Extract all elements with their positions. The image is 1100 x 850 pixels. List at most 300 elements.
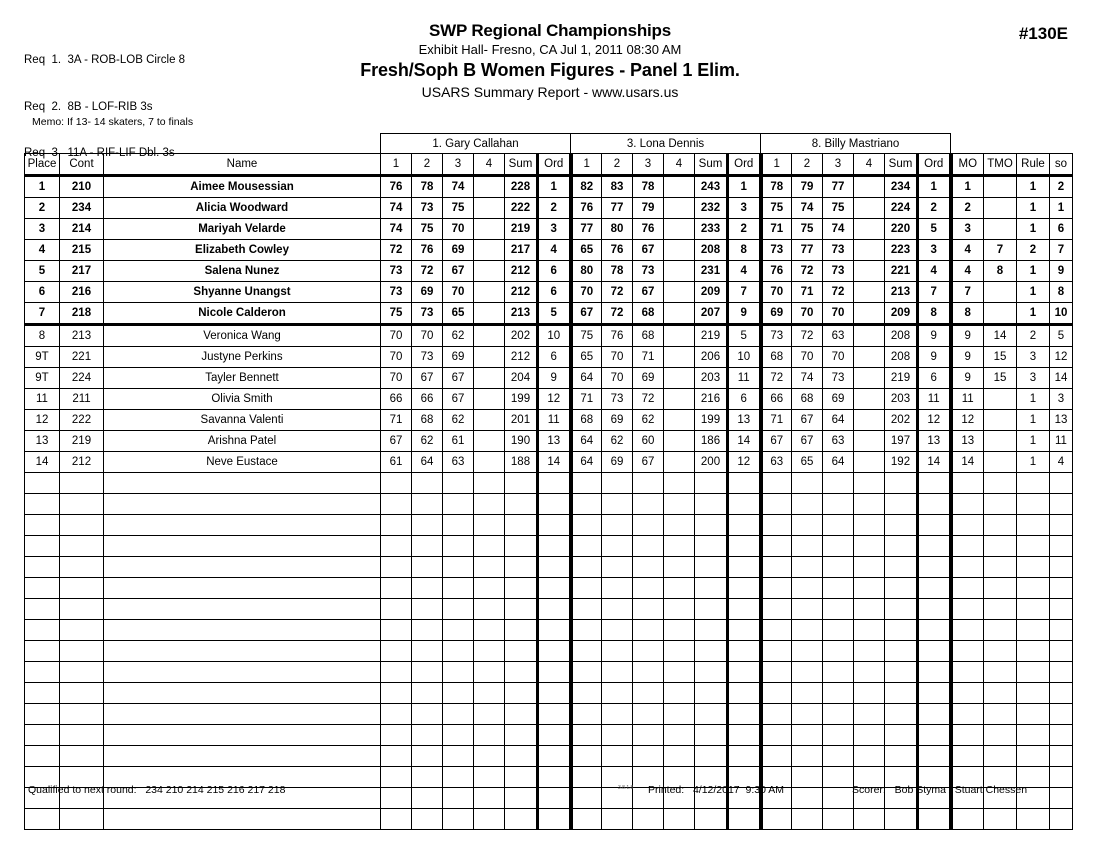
cell-rule [1017, 809, 1050, 830]
cell-mo: 1 [951, 176, 984, 198]
cell-j3-score-1: 73 [761, 240, 792, 261]
cell-j3-score-1: 66 [761, 389, 792, 410]
cell-j3-score-2 [792, 641, 823, 662]
cell-j1-sum [505, 620, 538, 641]
column-header-j3-score-3: 3 [823, 154, 854, 176]
cell-cont [60, 599, 104, 620]
cell-cont [60, 578, 104, 599]
cell-j3-score-2 [792, 662, 823, 683]
table-row[interactable] [25, 389, 1073, 410]
cell-mo: 12 [951, 410, 984, 431]
table-row-empty[interactable] [25, 704, 1073, 725]
table-row[interactable] [25, 176, 1073, 198]
cell-j2-score-4 [664, 452, 695, 473]
cell-j2-score-3: 78 [633, 176, 664, 198]
cell-j1-score-3 [443, 704, 474, 725]
cell-tmo [984, 683, 1017, 704]
cell-j2-score-3 [633, 683, 664, 704]
cell-j2-score-2: 69 [602, 410, 633, 431]
cell-j1-score-4 [474, 494, 505, 515]
cell-j2-score-2: 83 [602, 176, 633, 198]
cell-tmo [984, 219, 1017, 240]
cell-j1-score-2 [412, 620, 443, 641]
cell-j2-sum [695, 536, 728, 557]
table-row[interactable] [25, 261, 1073, 282]
cell-place [25, 641, 60, 662]
cell-j3-score-4 [854, 662, 885, 683]
cell-j3-score-1: 69 [761, 303, 792, 325]
table-row-empty[interactable] [25, 641, 1073, 662]
title-block [240, 20, 860, 102]
cell-mo: 11 [951, 389, 984, 410]
cell-j3-score-3: 63 [823, 325, 854, 347]
cell-j2-score-3: 73 [633, 261, 664, 282]
cell-so: 5 [1050, 325, 1073, 347]
cell-j3-sum: 202 [885, 410, 918, 431]
table-row[interactable] [25, 347, 1073, 368]
cell-j2-score-1 [571, 683, 602, 704]
table-row-empty[interactable] [25, 557, 1073, 578]
cell-j3-score-2: 68 [792, 389, 823, 410]
cell-j1-score-3 [443, 473, 474, 494]
cell-j2-score-2: 76 [602, 325, 633, 347]
cell-j3-ord: 6 [918, 368, 951, 389]
cell-rule: 1 [1017, 176, 1050, 198]
cell-j3-score-4 [854, 368, 885, 389]
cell-mo [951, 536, 984, 557]
cell-j1-score-4 [474, 515, 505, 536]
cell-j1-score-1: 73 [381, 261, 412, 282]
cell-j3-score-4 [854, 725, 885, 746]
cell-j1-score-2 [412, 662, 443, 683]
cell-j1-ord [538, 578, 571, 599]
cell-j3-score-4 [854, 620, 885, 641]
cell-j2-ord [728, 557, 761, 578]
cell-j1-score-1 [381, 683, 412, 704]
cell-j1-sum: 204 [505, 368, 538, 389]
cell-j2-score-1: 68 [571, 410, 602, 431]
cell-j3-score-3: 64 [823, 410, 854, 431]
cell-j3-ord: 9 [918, 325, 951, 347]
cell-j2-score-4 [664, 198, 695, 219]
cell-j3-sum: 213 [885, 282, 918, 303]
column-header-j3-ord: Ord [918, 154, 951, 176]
cell-j1-sum [505, 704, 538, 725]
cell-j1-score-4 [474, 746, 505, 767]
cell-j2-sum [695, 809, 728, 830]
cell-j2-ord [728, 620, 761, 641]
cell-j3-score-3 [823, 557, 854, 578]
cell-j1-score-4 [474, 536, 505, 557]
venue-line: Exhibit Hall- Fresno, CA Jul 1, 2011 08:30 AM [418, 42, 682, 57]
cell-j3-sum [885, 620, 918, 641]
column-header-row [25, 154, 1073, 176]
cell-name: Nicole Calderon [104, 303, 381, 325]
cell-j1-score-4 [474, 767, 505, 788]
cell-so [1050, 641, 1073, 662]
cell-j2-score-1 [571, 725, 602, 746]
cell-so [1050, 599, 1073, 620]
cell-cont [60, 746, 104, 767]
table-row-empty[interactable] [25, 515, 1073, 536]
cell-cont: 221 [60, 347, 104, 368]
table-row-empty[interactable] [25, 725, 1073, 746]
cell-j1-score-4 [474, 389, 505, 410]
cell-j1-sum: 213 [505, 303, 538, 325]
cell-j2-score-1 [571, 599, 602, 620]
cell-j1-score-4 [474, 788, 505, 809]
cell-j3-score-3 [823, 662, 854, 683]
cell-j3-score-1: 76 [761, 261, 792, 282]
cell-j1-sum [505, 662, 538, 683]
table-row[interactable] [25, 325, 1073, 347]
cell-cont [60, 515, 104, 536]
cell-j1-ord [538, 494, 571, 515]
cell-j1-score-2: 68 [412, 410, 443, 431]
cell-j2-score-1 [571, 767, 602, 788]
cell-j3-score-3 [823, 788, 854, 809]
cell-j1-score-1: 74 [381, 219, 412, 240]
cell-rule: 1 [1017, 198, 1050, 219]
cell-j1-score-3 [443, 746, 474, 767]
cell-name [104, 704, 381, 725]
cell-j1-ord: 9 [538, 368, 571, 389]
cell-j1-score-4 [474, 704, 505, 725]
cell-so: 11 [1050, 431, 1073, 452]
cell-j2-score-2: 70 [602, 347, 633, 368]
requirement-line-3: Req 3. 11A - RIF-LIF Dbl. 3s [24, 147, 175, 159]
cell-rule: 1 [1017, 410, 1050, 431]
cell-cont: 214 [60, 219, 104, 240]
cell-j1-sum: 212 [505, 261, 538, 282]
cell-j2-score-4 [664, 176, 695, 198]
cell-place [25, 494, 60, 515]
cell-so [1050, 578, 1073, 599]
document-number: #130E [1018, 24, 1068, 43]
cell-j1-score-1: 67 [381, 431, 412, 452]
cell-rule: 1 [1017, 282, 1050, 303]
cell-mo [951, 557, 984, 578]
cell-j3-sum: 208 [885, 325, 918, 347]
cell-place [25, 599, 60, 620]
cell-j3-score-1 [761, 683, 792, 704]
cell-j3-ord: 13 [918, 431, 951, 452]
cell-j1-score-4 [474, 368, 505, 389]
cell-j1-score-4 [474, 303, 505, 325]
cell-j3-ord [918, 746, 951, 767]
cell-j3-score-1: 78 [761, 176, 792, 198]
judge-panel-3-label: 8. Billy Mastriano [761, 134, 951, 154]
table-row-empty[interactable] [25, 473, 1073, 494]
cell-j2-sum [695, 704, 728, 725]
cell-so [1050, 746, 1073, 767]
cell-j2-score-3 [633, 599, 664, 620]
cell-so [1050, 620, 1073, 641]
cell-j3-ord: 11 [918, 389, 951, 410]
cell-j1-score-3: 67 [443, 389, 474, 410]
cell-j1-score-1: 75 [381, 303, 412, 325]
cell-j3-score-4 [854, 704, 885, 725]
cell-j1-score-3: 69 [443, 240, 474, 261]
cell-j2-score-4 [664, 219, 695, 240]
cell-j2-score-2 [602, 599, 633, 620]
cell-j2-score-2 [602, 578, 633, 599]
cell-j1-score-3 [443, 494, 474, 515]
cell-j3-sum [885, 557, 918, 578]
table-row-empty[interactable] [25, 683, 1073, 704]
cell-j3-score-1: 75 [761, 198, 792, 219]
cell-j1-score-3: 62 [443, 325, 474, 347]
cell-so: 14 [1050, 368, 1073, 389]
cell-j2-score-1 [571, 641, 602, 662]
cell-j1-score-1: 72 [381, 240, 412, 261]
cell-j2-sum [695, 683, 728, 704]
cell-j1-score-2: 78 [412, 176, 443, 198]
cell-j3-score-4 [854, 473, 885, 494]
table-row[interactable] [25, 452, 1073, 473]
cell-mo [951, 809, 984, 830]
cell-j1-sum: 201 [505, 410, 538, 431]
table-row-empty[interactable] [25, 599, 1073, 620]
cell-j2-score-4 [664, 599, 695, 620]
cell-place: 6 [25, 282, 60, 303]
cell-name [104, 662, 381, 683]
cell-j3-ord [918, 662, 951, 683]
cell-j1-score-2 [412, 473, 443, 494]
cell-j2-sum: 203 [695, 368, 728, 389]
cell-j3-ord [918, 599, 951, 620]
cell-rule [1017, 578, 1050, 599]
cell-j3-score-2 [792, 473, 823, 494]
cell-j3-score-2: 74 [792, 198, 823, 219]
cell-j3-score-4 [854, 578, 885, 599]
cell-j3-score-2 [792, 725, 823, 746]
table-row[interactable] [25, 198, 1073, 219]
cell-j1-ord [538, 809, 571, 830]
cell-place [25, 578, 60, 599]
cell-so [1050, 494, 1073, 515]
cell-j2-score-3 [633, 704, 664, 725]
cell-j1-score-3: 74 [443, 176, 474, 198]
cell-j3-score-1 [761, 515, 792, 536]
table-row[interactable] [25, 431, 1073, 452]
table-row-empty[interactable] [25, 746, 1073, 767]
cell-j2-score-2: 78 [602, 261, 633, 282]
cell-place [25, 683, 60, 704]
cell-j3-score-1 [761, 473, 792, 494]
column-header-rule: Rule [1017, 154, 1050, 176]
cell-j3-sum [885, 599, 918, 620]
column-header-mo: MO [951, 154, 984, 176]
cell-cont [60, 662, 104, 683]
table-row[interactable] [25, 282, 1073, 303]
requirement-line-1: Req 1. 3A - ROB-LOB Circle 8 [24, 54, 186, 66]
cell-j2-score-1 [571, 620, 602, 641]
cell-j3-score-3: 75 [823, 198, 854, 219]
cell-j2-sum [695, 641, 728, 662]
cell-j2-sum: 199 [695, 410, 728, 431]
table-row-empty[interactable] [25, 620, 1073, 641]
cell-tmo: 8 [984, 261, 1017, 282]
cell-j2-sum [695, 599, 728, 620]
column-header-j3-sum: Sum [885, 154, 918, 176]
cell-j3-sum [885, 725, 918, 746]
cell-place: 14 [25, 452, 60, 473]
cell-j1-sum: 217 [505, 240, 538, 261]
column-header-j3-score-4: 4 [854, 154, 885, 176]
cell-j2-score-4 [664, 410, 695, 431]
cell-j3-score-4 [854, 282, 885, 303]
cell-cont [60, 704, 104, 725]
cell-j2-sum: 231 [695, 261, 728, 282]
column-header-j1-score-4: 4 [474, 154, 505, 176]
cell-cont [60, 620, 104, 641]
cell-tmo [984, 176, 1017, 198]
cell-j2-score-3: 67 [633, 282, 664, 303]
cell-mo [951, 599, 984, 620]
cell-so [1050, 662, 1073, 683]
cell-j1-sum [505, 725, 538, 746]
cell-j3-ord: 8 [918, 303, 951, 325]
cell-j3-ord: 5 [918, 219, 951, 240]
cell-j1-score-4 [474, 557, 505, 578]
cell-place [25, 536, 60, 557]
cell-j1-score-4 [474, 410, 505, 431]
cell-place: 13 [25, 431, 60, 452]
cell-mo: 4 [951, 240, 984, 261]
cell-mo [951, 683, 984, 704]
cell-cont: 224 [60, 368, 104, 389]
cell-j2-score-4 [664, 641, 695, 662]
cell-j3-score-2: 70 [792, 303, 823, 325]
judge-group-header-row [25, 134, 1073, 154]
cell-name: Olivia Smith [104, 389, 381, 410]
cell-j1-score-3 [443, 725, 474, 746]
cell-rule [1017, 494, 1050, 515]
cell-j1-score-4 [474, 809, 505, 830]
table-row-empty[interactable] [25, 578, 1073, 599]
cell-j3-score-1 [761, 704, 792, 725]
cell-j2-score-1: 75 [571, 325, 602, 347]
cell-j3-score-3 [823, 809, 854, 830]
results-sheet [24, 133, 1073, 830]
cell-j3-score-4 [854, 176, 885, 198]
cell-j1-ord: 5 [538, 303, 571, 325]
cell-j2-score-4 [664, 282, 695, 303]
cell-rule [1017, 536, 1050, 557]
cell-j2-score-3 [633, 746, 664, 767]
cell-j1-score-1 [381, 788, 412, 809]
cell-j1-sum [505, 557, 538, 578]
cell-j2-ord: 9 [728, 303, 761, 325]
cell-j2-score-1: 65 [571, 347, 602, 368]
cell-so [1050, 557, 1073, 578]
cell-j3-score-4 [854, 219, 885, 240]
cell-j1-score-2 [412, 704, 443, 725]
cell-j2-ord: 6 [728, 389, 761, 410]
cell-j1-score-4 [474, 198, 505, 219]
cell-j1-score-2: 75 [412, 219, 443, 240]
cell-j1-score-4 [474, 725, 505, 746]
cell-j2-score-2: 69 [602, 452, 633, 473]
cell-j2-score-4 [664, 662, 695, 683]
cell-j3-score-4 [854, 347, 885, 368]
cell-j3-ord [918, 704, 951, 725]
cell-j2-score-2 [602, 536, 633, 557]
cell-j2-score-2: 72 [602, 282, 633, 303]
cell-name [104, 536, 381, 557]
cell-j2-score-2 [602, 494, 633, 515]
cell-j1-ord [538, 683, 571, 704]
cell-j2-score-4 [664, 303, 695, 325]
cell-j1-score-3: 61 [443, 431, 474, 452]
table-row[interactable] [25, 410, 1073, 431]
cell-so [1050, 536, 1073, 557]
cell-j2-score-2 [602, 620, 633, 641]
cell-so [1050, 704, 1073, 725]
cell-j2-score-3: 79 [633, 198, 664, 219]
cell-j2-score-4 [664, 431, 695, 452]
cell-j3-score-3 [823, 746, 854, 767]
table-row-empty[interactable] [25, 809, 1073, 830]
cell-j3-score-3 [823, 536, 854, 557]
cell-j3-score-2 [792, 494, 823, 515]
cell-j1-score-2 [412, 515, 443, 536]
cell-j2-score-4 [664, 347, 695, 368]
cell-so: 13 [1050, 410, 1073, 431]
table-row[interactable] [25, 303, 1073, 325]
cell-j2-score-3 [633, 620, 664, 641]
cell-j3-score-4 [854, 325, 885, 347]
cell-j2-ord: 1 [728, 176, 761, 198]
cell-j2-score-3 [633, 641, 664, 662]
cell-j3-sum [885, 536, 918, 557]
cell-j3-score-4 [854, 452, 885, 473]
cell-name [104, 746, 381, 767]
cell-place: 7 [25, 303, 60, 325]
cell-j1-score-4 [474, 473, 505, 494]
table-row[interactable] [25, 219, 1073, 240]
cell-j1-score-2 [412, 536, 443, 557]
cell-j1-score-3: 70 [443, 219, 474, 240]
judge-panel-2-label: 3. Lona Dennis [571, 134, 761, 154]
cell-j2-score-1 [571, 473, 602, 494]
table-row-empty[interactable] [25, 662, 1073, 683]
table-row-empty[interactable] [25, 536, 1073, 557]
cell-j3-score-1 [761, 536, 792, 557]
cell-j3-score-2 [792, 704, 823, 725]
cell-j1-sum [505, 683, 538, 704]
table-row-empty[interactable] [25, 494, 1073, 515]
cell-j2-score-2: 72 [602, 303, 633, 325]
cell-j2-score-3: 71 [633, 347, 664, 368]
cell-j3-score-3: 63 [823, 431, 854, 452]
cell-j2-sum [695, 557, 728, 578]
cell-j1-score-2 [412, 725, 443, 746]
cell-j3-score-2 [792, 599, 823, 620]
table-row[interactable] [25, 240, 1073, 261]
cell-j3-score-4 [854, 389, 885, 410]
cell-j1-score-2: 73 [412, 347, 443, 368]
cell-name: Savanna Valenti [104, 410, 381, 431]
cell-name: Shyanne Unangst [104, 282, 381, 303]
cell-j3-ord: 12 [918, 410, 951, 431]
cell-j2-score-4 [664, 240, 695, 261]
cell-j2-ord [728, 704, 761, 725]
column-header-name: Name [104, 154, 381, 176]
table-row[interactable] [25, 368, 1073, 389]
cell-j1-ord [538, 557, 571, 578]
